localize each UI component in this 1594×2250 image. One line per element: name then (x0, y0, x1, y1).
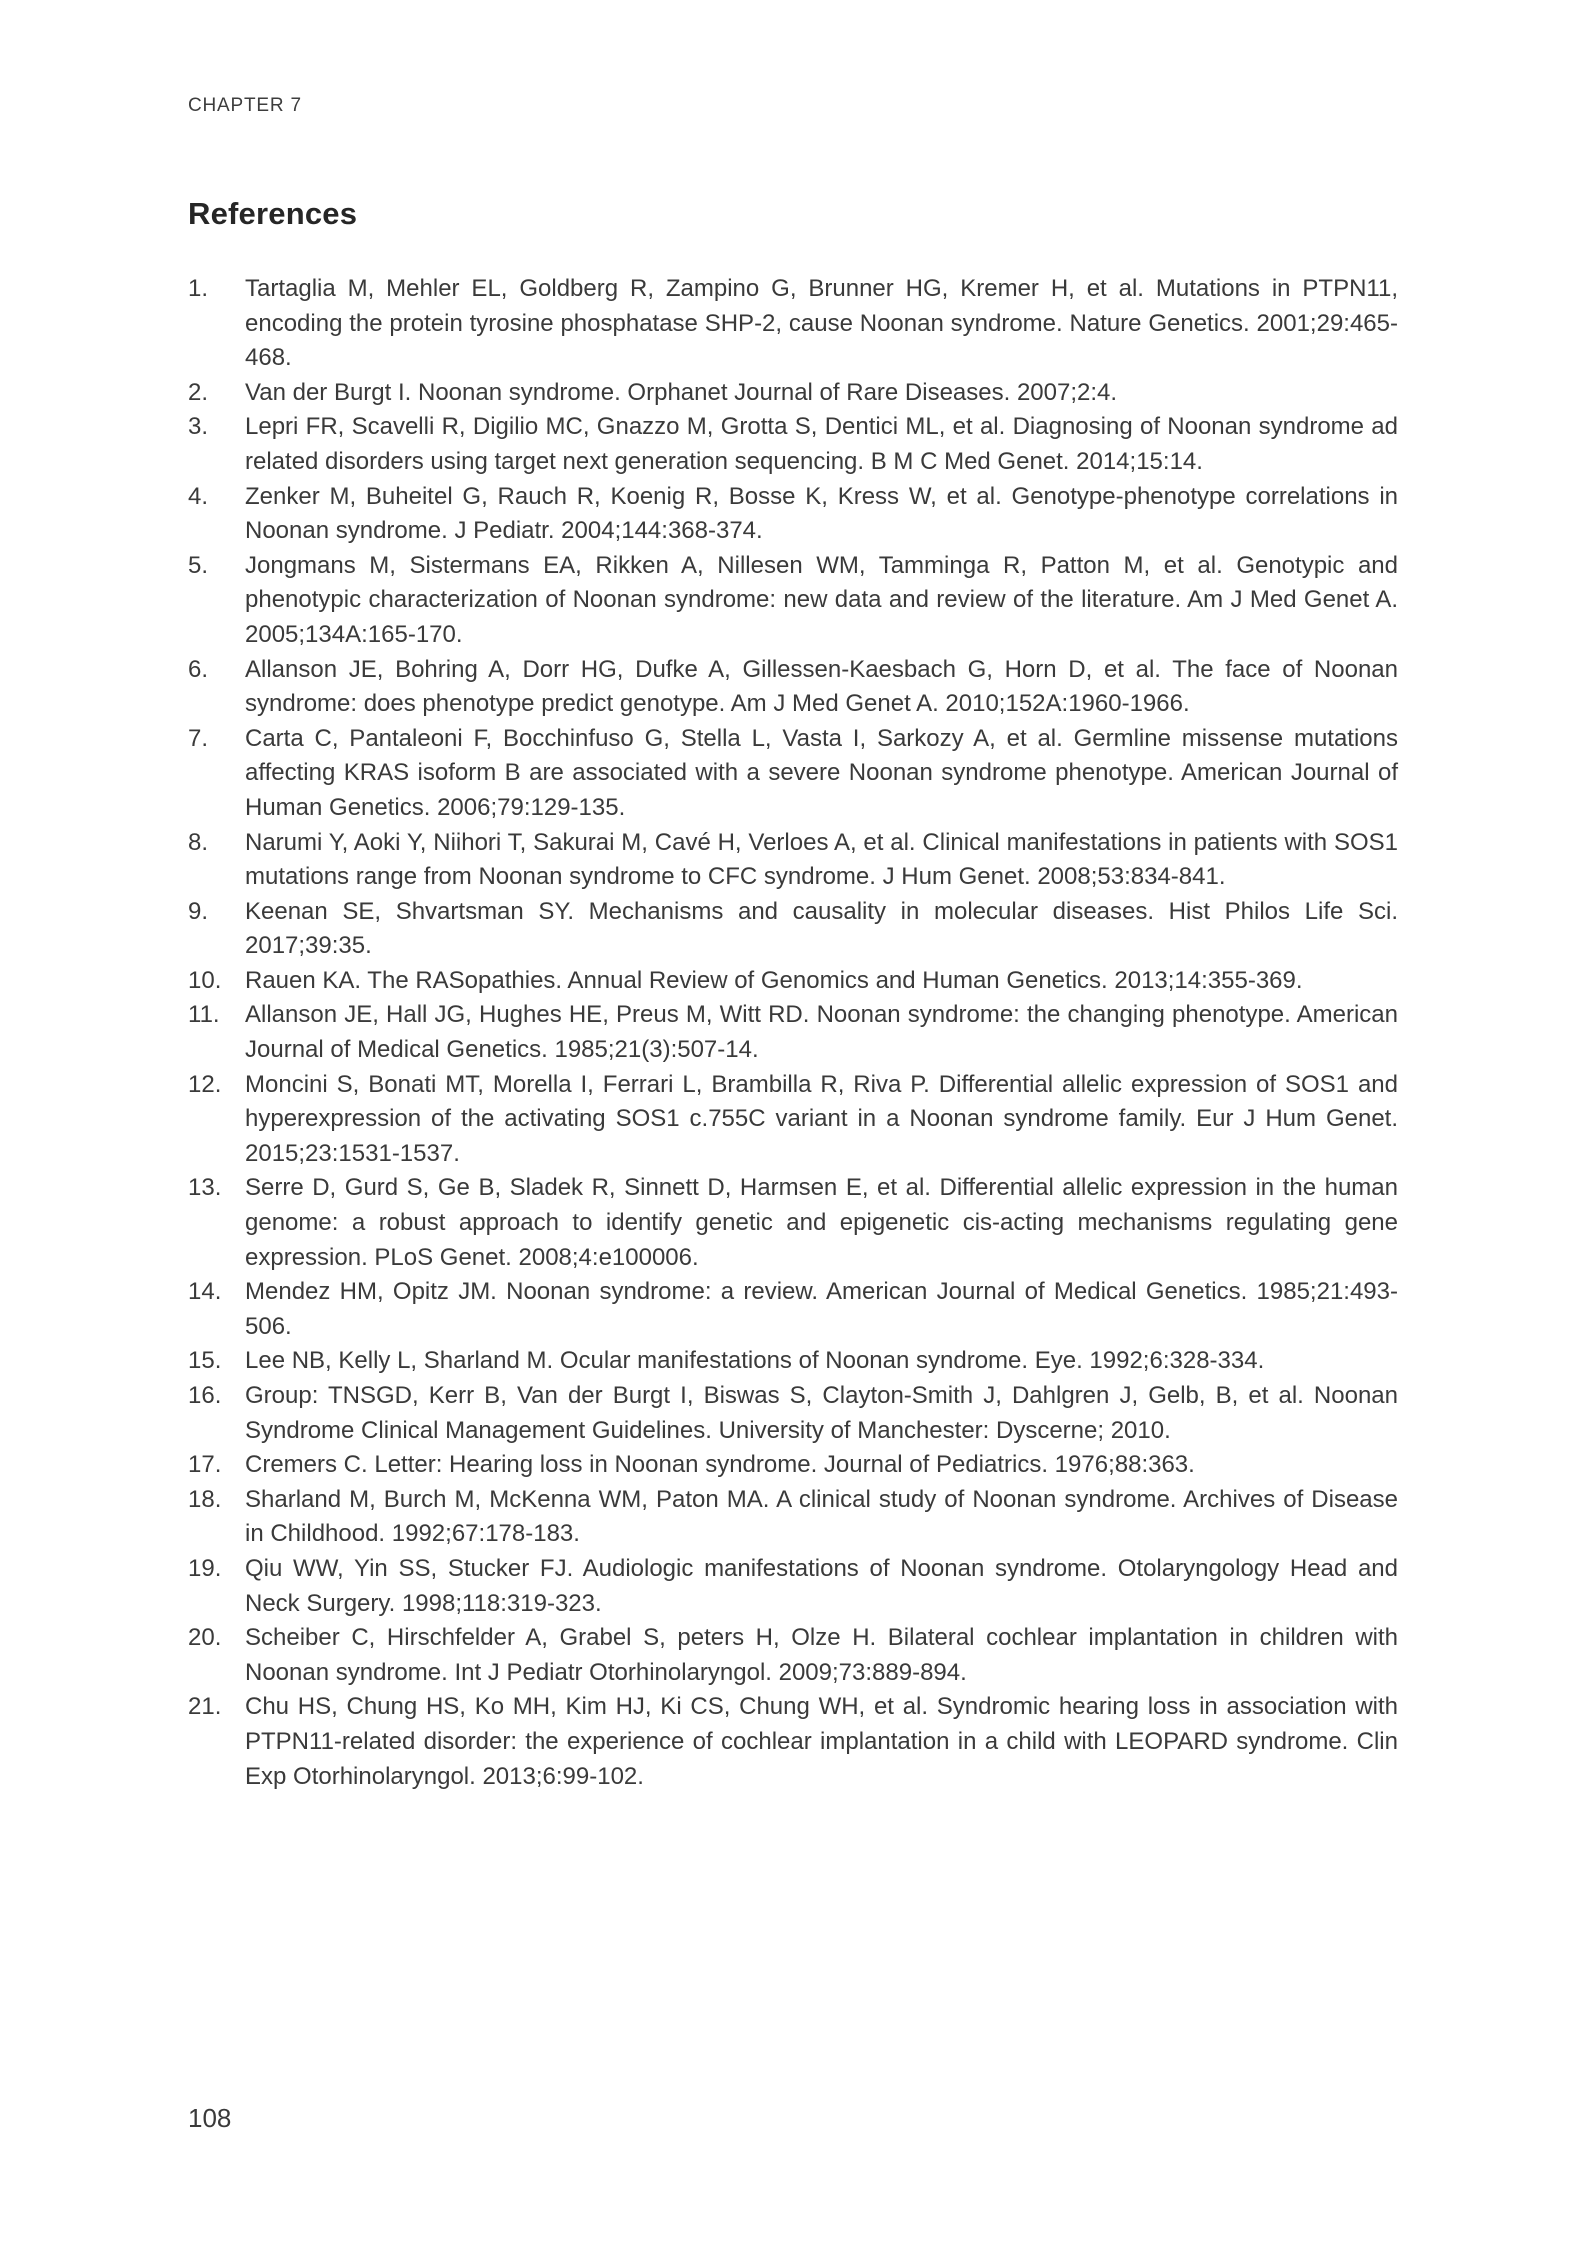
reference-number: 5. (188, 551, 209, 579)
reference-item (188, 964, 1398, 999)
reference-number: 18. (188, 1485, 222, 1513)
reference-text: Carta C, Pantaleoni F, Bocchinfuso G, Stella L, Vasta I, Sarkozy A, et al. Germline missense mutations affecting KRAS isoform B are associated with a severe Noonan syndrome phenotype. American Journal of Human Genetics. 2006;79:129-135. (245, 724, 1398, 821)
reference-number: 14. (188, 1278, 222, 1306)
reference-number: 12. (188, 1070, 222, 1098)
reference-item (188, 410, 1398, 479)
reference-text: Group: TNSGD, Kerr B, Van der Burgt I, Biswas S, Clayton-Smith J, Dahlgren J, Gelb, B, et al. Noonan Syndrome Clinical Management Guidelines. University of Manchester: Dyscerne; 2010. (245, 1382, 1398, 1444)
running-header-chapter: CHAPTER 7 (188, 95, 302, 116)
reference-text: Moncini S, Bonati MT, Morella I, Ferrari L, Brambilla R, Riva P. Differential allelic expression of SOS1 and hyperexpression of the activating SOS1 c.755C variant in a Noonan syndrome family. Eur J Hum Genet. 2015;23:1531-1537. (245, 1070, 1398, 1167)
reference-item (188, 1621, 1398, 1690)
reference-text: Lepri FR, Scavelli R, Digilio MC, Gnazzo M, Grotta S, Dentici ML, et al. Diagnosing of Noonan syndrome ad related disorders using target next generation sequencing. B M C Med Genet. 2014;15:14. (245, 413, 1398, 475)
reference-text: Lee NB, Kelly L, Sharland M. Ocular manifestations of Noonan syndrome. Eye. 1992;6:328-334. (245, 1347, 1265, 1375)
reference-item (188, 1690, 1398, 1794)
page-number: 108 (188, 2103, 232, 2133)
reference-item (188, 480, 1398, 549)
reference-item (188, 722, 1398, 826)
reference-number: 4. (188, 482, 209, 510)
reference-number: 6. (188, 655, 209, 683)
reference-text: Mendez HM, Opitz JM. Noonan syndrome: a review. American Journal of Medical Genetics. 1985;21:493-506. (245, 1278, 1398, 1340)
reference-item (188, 376, 1398, 411)
reference-text: Van der Burgt I. Noonan syndrome. Orphanet Journal of Rare Diseases. 2007;2:4. (245, 378, 1118, 406)
reference-number: 3. (188, 413, 209, 441)
reference-number: 9. (188, 897, 209, 925)
reference-text: Tartaglia M, Mehler EL, Goldberg R, Zampino G, Brunner HG, Kremer H, et al. Mutations in PTPN11, encoding the protein tyrosine phosphatase SHP-2, cause Noonan syndrome. Nature Genetics. 2001;29:465-468. (245, 275, 1398, 372)
reference-number: 16. (188, 1382, 222, 1409)
reference-text: Chu HS, Chung HS, Ko MH, Kim HJ, Ki CS, Chung WH, et al. Syndromic hearing loss in association with PTPN11-related disorder: the experience of cochlear implantation in a child with LEOPARD syndrome. Clin Exp Otorhinolaryngol. 2013;6:99-102. (245, 1693, 1398, 1790)
page-title: References (188, 196, 358, 231)
reference-list (188, 272, 1398, 1794)
reference-item (188, 1275, 1398, 1344)
reference-number: 1. (188, 275, 209, 302)
reference-text: Sharland M, Burch M, McKenna WM, Paton MA. A clinical study of Noonan syndrome. Archives of Disease in Childhood. 1992;67:178-183. (245, 1485, 1398, 1548)
reference-text: Zenker M, Buheitel G, Rauch R, Koenig R, Bosse K, Kress W, et al. Genotype-phenotype correlations in Noonan syndrome. J Pediatr. 2004;144:368-374. (245, 482, 1398, 545)
reference-number: 21. (188, 1693, 222, 1721)
reference-text: Keenan SE, Shvartsman SY. Mechanisms and causality in molecular diseases. Hist Philos Life Sci. 2017;39:35. (245, 897, 1398, 960)
reference-number: 7. (188, 724, 209, 752)
reference-item (188, 826, 1398, 895)
reference-item (188, 272, 1398, 376)
reference-text: Rauen KA. The RASopathies. Annual Review of Genomics and Human Genetics. 2013;14:355-369. (245, 966, 1303, 994)
reference-number: 13. (188, 1174, 222, 1202)
reference-number: 17. (188, 1451, 222, 1479)
reference-number: 2. (188, 378, 209, 406)
reference-item (188, 653, 1398, 722)
reference-item (188, 895, 1398, 964)
reference-text: Serre D, Gurd S, Ge B, Sladek R, Sinnett D, Harmsen E, et al. Differential allelic expression in the human genome: a robust approach to identify genetic and epigenetic cis-acting mechanisms regulating gene expression. PLoS Genet. 2008;4:e100006. (245, 1174, 1398, 1271)
reference-number: 11. (188, 1001, 220, 1029)
reference-item (188, 1379, 1398, 1448)
reference-item (188, 1448, 1398, 1483)
reference-item (188, 1344, 1398, 1379)
reference-item (188, 998, 1398, 1067)
reference-number: 20. (188, 1624, 222, 1652)
reference-item (188, 1068, 1398, 1172)
reference-item (188, 1552, 1398, 1621)
reference-text: Qiu WW, Yin SS, Stucker FJ. Audiologic manifestations of Noonan syndrome. Otolaryngology Head and Neck Surgery. 1998;118:319-323. (245, 1554, 1398, 1617)
reference-text: Allanson JE, Bohring A, Dorr HG, Dufke A, Gillessen-Kaesbach G, Horn D, et al. The face of Noonan syndrome: does phenotype predict genotype. Am J Med Genet A. 2010;152A:1960-1966. (245, 655, 1398, 718)
reference-number: 8. (188, 828, 209, 856)
reference-number: 19. (188, 1554, 222, 1582)
reference-number: 10. (188, 966, 222, 994)
reference-item (188, 549, 1398, 653)
reference-text: Scheiber C, Hirschfelder A, Grabel S, peters H, Olze H. Bilateral cochlear implantation in children with Noonan syndrome. Int J Pediatr Otorhinolaryngol. 2009;73:889-894. (245, 1624, 1398, 1686)
reference-text: Jongmans M, Sistermans EA, Rikken A, Nillesen WM, Tamminga R, Patton M, et al. Genotypic and phenotypic characterization of Noonan syndrome: new data and review of the literature. Am J Med Genet A. 2005;134A:165-170. (245, 551, 1398, 648)
reference-item (188, 1171, 1398, 1275)
reference-text: Cremers C. Letter: Hearing loss in Noonan syndrome. Journal of Pediatrics. 1976;88:363. (245, 1451, 1195, 1479)
reference-text: Allanson JE, Hall JG, Hughes HE, Preus M, Witt RD. Noonan syndrome: the changing phenotype. American Journal of Medical Genetics. 1985;21(3):507-14. (245, 1001, 1398, 1064)
reference-item (188, 1483, 1398, 1552)
reference-text: Narumi Y, Aoki Y, Niihori T, Sakurai M, Cavé H, Verloes A, et al. Clinical manifestations in patients with SOS1 mutations range from Noonan syndrome to CFC syndrome. J Hum Genet. 2008;53:834-841. (245, 828, 1398, 891)
reference-number: 15. (188, 1347, 222, 1375)
